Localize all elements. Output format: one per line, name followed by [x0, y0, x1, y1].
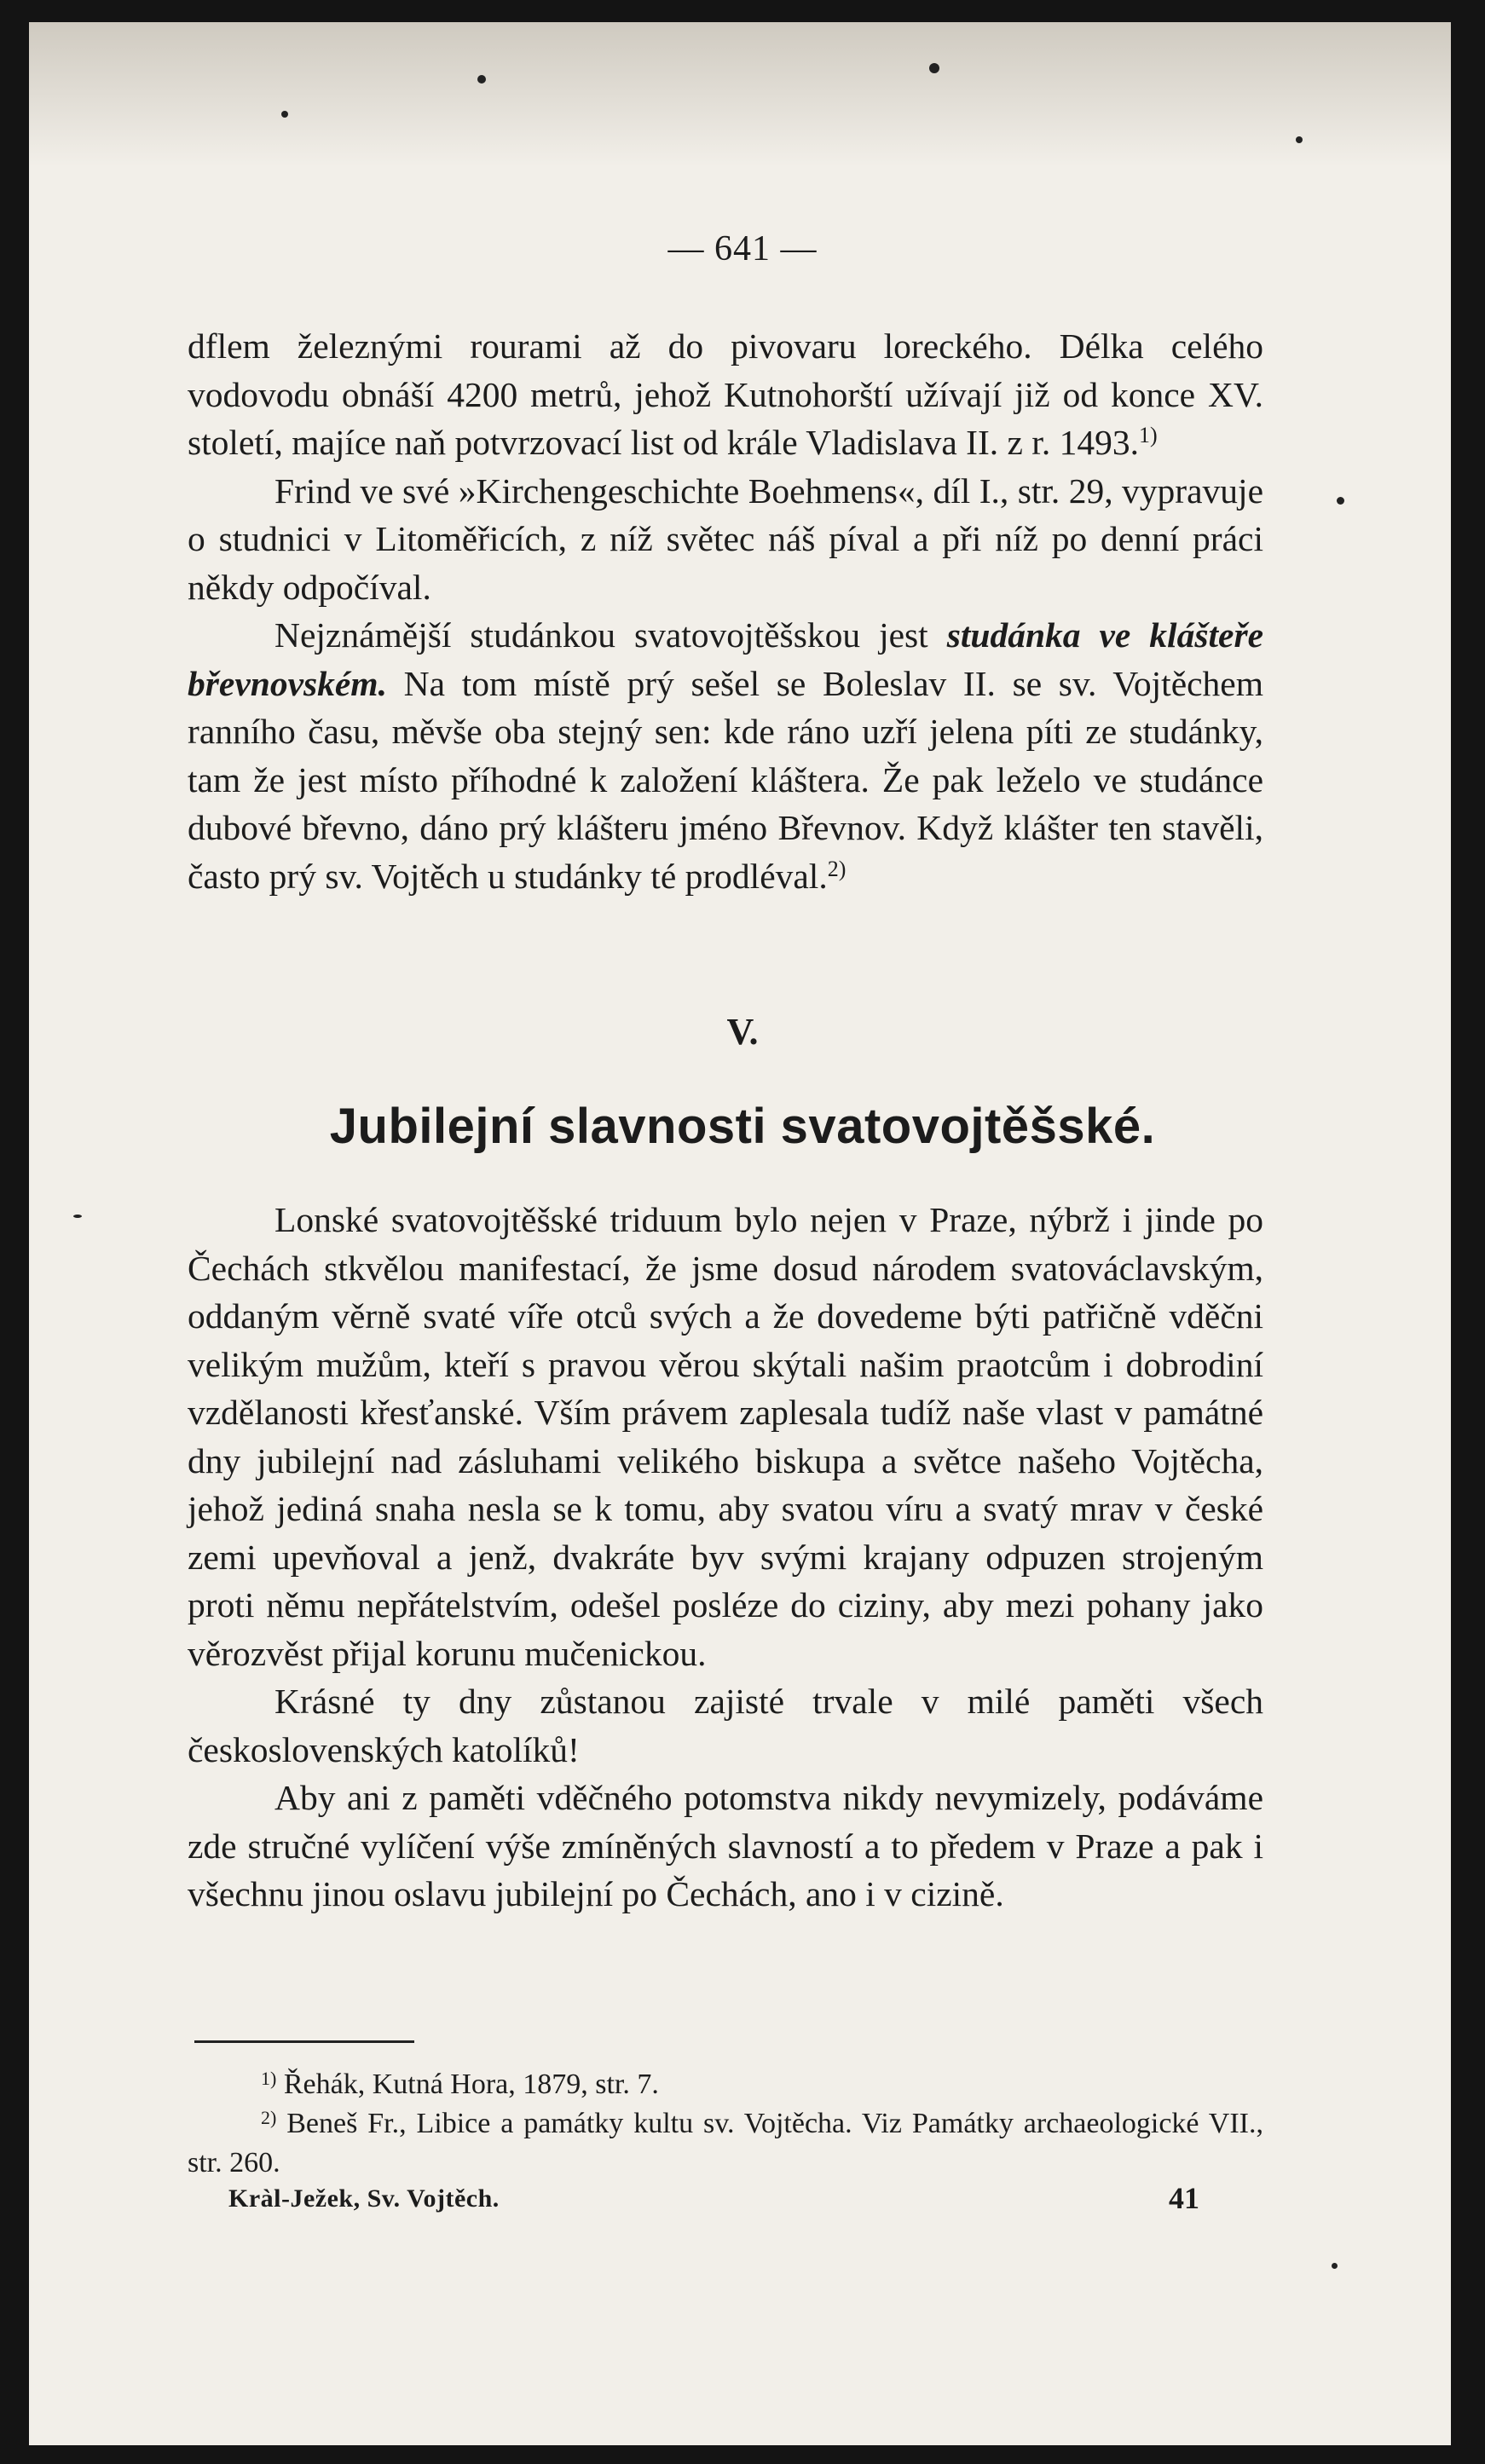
paragraph-brevnov: Nejznámější studánkou svatovojtěšskou jest studánka ve klášteře břevnovském. Na tom místě prý sešel se Boleslav II. se sv. Vojtěchem ranního času, měvše oba stejný sen: kde ráno uzří jelena píti ze studánky, tam že jest místo příhodné k založení kláštera. Že pak leželo ve studánce dubové břevno, dáno prý klášteru jméno Břevnov. Když klášter ten stavěli, často prý sv. Vojtěch u studánky té prodléval.$^{2)}$	[188, 615, 1264, 896]
scan-speck	[1296, 136, 1303, 143]
footnote-2: $^{2)}$ Beneš Fr., Libice a památky kultu sv. Vojtěcha. Viz Památky archaeologické VII., str. 260.	[188, 2107, 1263, 2178]
section-number: V.	[726, 1011, 759, 1053]
paragraph-frind: Frind ve své »Kirchengeschichte Boehmens«, díl I., str. 29, vypravuje o studnici v Litoměřicích, z níž světec náš píval a při níž po denní práci někdy odpočíval.	[188, 470, 1263, 607]
scan-border-bottom	[0, 2445, 1485, 2464]
footnote-rule	[194, 2040, 414, 2043]
imprint: Kràl-Ježek, Sv. Vojtěch.	[228, 2184, 500, 2213]
footnotes	[188, 2065, 1263, 2183]
paragraph-triduum: Lonské svatovojtěšské triduum bylo nejen v Praze, nýbrž i jinde po Čechách stkvělou manifestací, že jsme dosud národem svatováclavským, oddaným věrně svaté víře otců svých a že dovedeme býti patřičně vděčni velikým mužům, kteří s pravou věrou skýtali našim praotcům i dobrodiní vzdělanosti křesťanské. Vším právem zaplesala tudíž naše vlast v památné dny jubilejní nad zásluhami velikého biskupa a světce našeho Vojtěcha, jehož jediná snaha nesla se k tomu, aby svatou víru a svatý mrav v české zemi upevňoval a jenž, dvakráte byv svými krajany odpuzen strojeným proti němu nepřátelstvím, odešel posléze do ciziny, aby mezi pohany jako věrozvěst přijal korunu mučenickou.	[188, 1200, 1263, 1673]
body-text-top	[188, 322, 1263, 900]
paragraph-overview: Aby ani z paměti vděčného potomstva nikdy nevymizely, podáváme zde stručné vylíčení výše zmíněných slavností a to předem v Praze a pak i všechnu jinou oslavu jubilejní po Čechách, ano i v cizině.	[188, 1778, 1263, 1913]
section-heading: Jubilejní slavnosti svatovojtěšské.	[329, 1099, 1156, 1154]
page-number: — 641 —	[667, 229, 818, 268]
emphasis-spring: studánka ve klášteře břevnovském.	[188, 615, 1264, 703]
scan-border-top	[0, 0, 1485, 22]
scan-speck	[1332, 2263, 1338, 2269]
scan-speck	[929, 63, 939, 73]
scan-speck	[73, 1215, 82, 1218]
paragraph-memory: Krásné ty dny zůstanou zajisté trvale v milé paměti všech československých katolíků!	[188, 1682, 1263, 1769]
scan-speck	[281, 111, 288, 118]
scan-stain	[29, 22, 1451, 167]
paragraph-aqueduct: dflem železnými rourami až do pivovaru loreckého. Délka celého vodovodu obnáší 4200 metrů, jehož Kutnohorští užívají již od konce XV. století, majíce naň potvrzovací list od krále Vladislava II. z r. 1493.$^{1)}$	[188, 326, 1263, 462]
footnote-1: $^{1)}$ Řehák, Kutná Hora, 1879, str. 7.	[261, 2068, 659, 2100]
footnote-ref: 1)	[1138, 423, 1158, 447]
scan-border-left	[0, 0, 29, 2464]
scan-speck	[477, 75, 486, 84]
scan-speck	[1337, 497, 1344, 505]
footnote-ref: 2)	[827, 856, 847, 881]
scan-border-right	[1451, 0, 1485, 2464]
body-text-section	[188, 1196, 1263, 1919]
signature-mark: 41	[1169, 2181, 1199, 2215]
